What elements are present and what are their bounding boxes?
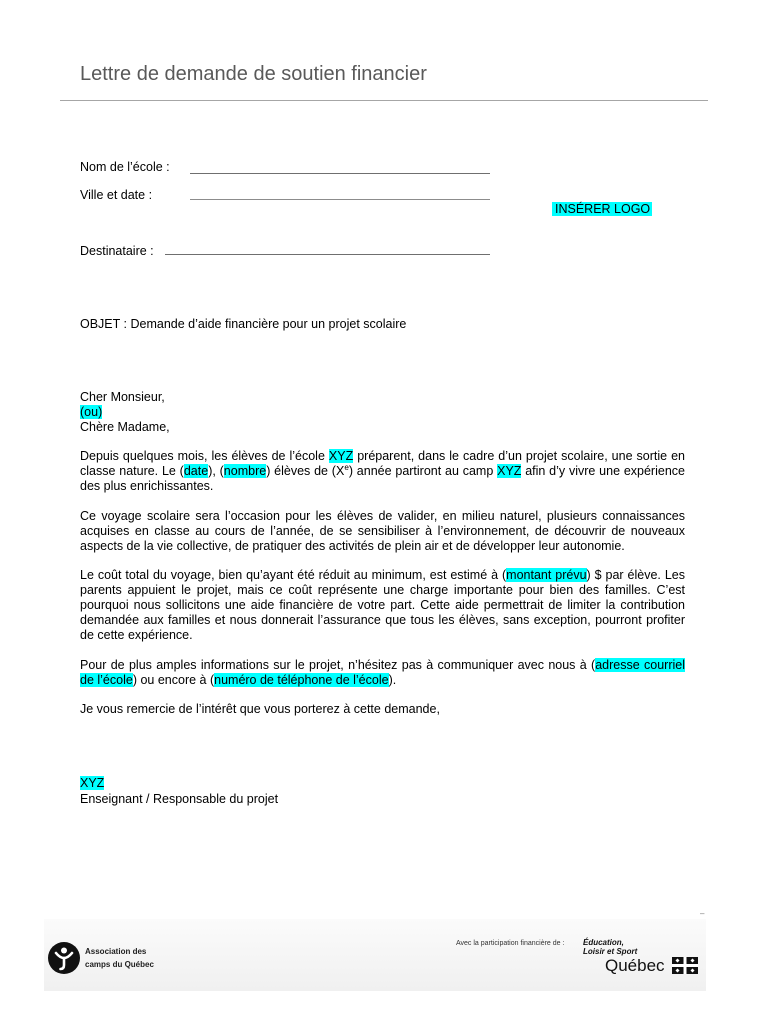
paragraph-text: parents appuient le projet, mais ce coût représente une charge importante pour bien des familles. C’est: [80, 583, 685, 597]
organization-name-line2: camps du Québec: [85, 960, 154, 969]
text-line-content: [80, 509, 685, 523]
text-line-content: [80, 628, 193, 642]
text-line: [80, 613, 685, 628]
footer-corner-mark: –: [700, 909, 705, 918]
paragraph-text: acquises en classe au cours de l’année, de se sensibiliser à l’environnement, de découvrir de nouveaux: [80, 524, 685, 538]
text-line-content: [80, 479, 213, 493]
paragraph-contact-info: [80, 658, 685, 688]
text-line-content: [80, 598, 685, 612]
text-line: [80, 464, 685, 479]
school-name-label: Nom de l’école :: [80, 160, 170, 174]
paragraph-text: préparent, dans le cadre d’un projet scolaire, une sortie en: [353, 449, 685, 463]
text-line: [80, 509, 685, 524]
text-line-content: [80, 464, 685, 478]
organization-name-line1: Association des: [85, 947, 147, 956]
salutation-alternative: [80, 405, 102, 420]
paragraph-text: de cette expérience.: [80, 628, 193, 642]
paragraph-text: pourquoi nous sollicitons une aide financière de votre part. Cette aide permettrait de limiter la contribution: [80, 598, 685, 612]
closing-line: Je vous remercie de l’intérêt que vous porterez à cette demande,: [80, 702, 440, 716]
text-line: [80, 449, 685, 464]
participation-text: Avec la participation financière de :: [456, 940, 565, 947]
camps-logo-icon: [48, 942, 80, 974]
city-date-blank-line: [190, 199, 490, 200]
text-line-content: [80, 449, 685, 463]
signature-role: Enseignant / Responsable du projet: [80, 792, 279, 806]
text-line-content: [80, 658, 685, 672]
paragraph-text: ), (: [208, 464, 224, 478]
paragraph-text: Ce voyage scolaire sera l’occasion pour les élèves de valider, en milieu naturel, plusieurs connaissances: [80, 509, 685, 523]
paragraph-text: ) année partiront au camp: [348, 464, 498, 478]
salutation-madame: Chère Madame,: [80, 420, 170, 434]
paragraph-trip-purpose: [80, 509, 685, 554]
placeholder-highlight: XYZ: [497, 464, 522, 478]
paragraph-text: ) ou encore à (: [132, 673, 215, 687]
recipient-blank-line: [165, 254, 490, 255]
quebec-wordmark: Québec: [605, 956, 665, 975]
paragraph-text: aspects de la vie collective, de pratiquer des activités de plein air et de développer leur autonomie.: [80, 539, 625, 553]
text-line: [80, 539, 685, 554]
placeholder-highlight: XYZ: [328, 449, 354, 463]
logo-placeholder-text: INSÉRER LOGO: [552, 202, 652, 216]
signature-name: [80, 776, 104, 791]
paragraph-text: Depuis quelques mois, les élèves de l’école: [80, 449, 329, 463]
paragraph-cost-request: [80, 568, 685, 643]
text-line-content: [80, 524, 685, 538]
placeholder-highlight: montant prévu: [506, 568, 587, 582]
text-line: [80, 628, 685, 643]
text-line: [80, 479, 685, 494]
text-line-content: [80, 613, 685, 627]
text-line-content: [80, 583, 685, 597]
placeholder-highlight: nombre: [223, 464, 267, 478]
paragraph-text: Pour de plus amples informations sur le projet, n’hésitez pas à communiquer avec nous à (: [80, 658, 596, 672]
paragraph-text: des plus enrichissantes.: [80, 479, 214, 493]
salutation-or-highlight: (ou): [80, 405, 103, 419]
text-line: [80, 568, 685, 583]
paragraph-text: ).: [388, 673, 397, 687]
text-line: [80, 658, 685, 673]
paragraph-text: ) élèves de (X: [266, 464, 345, 478]
superscript-text: e: [344, 462, 349, 472]
text-line-content: [80, 568, 685, 582]
text-line: [80, 673, 685, 688]
paragraph-text: afin d’y vivre une expérience: [521, 464, 685, 478]
text-line: [80, 583, 685, 598]
ministry-name-line1: Éducation,: [583, 938, 624, 947]
placeholder-highlight: date: [183, 464, 209, 478]
text-line: [80, 598, 685, 613]
paragraph-project-intro: [80, 449, 685, 494]
paragraph-text: demandée aux familles et nous donnerait l’assurance que tous les élèves, sans exception, pourront profiter: [80, 613, 685, 627]
text-line-content: [80, 673, 396, 687]
paragraph-text: Le coût total du voyage, bien qu’ayant été réduit au minimum, est estimé à (: [80, 568, 507, 582]
paragraph-text: ) $ par élève. Les: [586, 568, 685, 582]
signature-name-highlight: XYZ: [80, 776, 105, 790]
placeholder-highlight: adresse courriel: [595, 658, 685, 672]
quebec-flag-icon: [672, 957, 698, 974]
logo-placeholder: [552, 202, 652, 217]
subject-line: OBJET : Demande d’aide financière pour un projet scolaire: [80, 317, 407, 331]
text-line-content: [80, 539, 625, 553]
text-line: [80, 524, 685, 539]
placeholder-highlight: numéro de téléphone de l’école: [214, 673, 389, 687]
ministry-name-line2: Loisir et Sport: [583, 947, 638, 956]
city-date-label: Ville et date :: [80, 188, 153, 202]
document-title: Lettre de demande de soutien financier: [80, 63, 427, 85]
salutation-monsieur: Cher Monsieur,: [80, 390, 165, 404]
paragraph-text: classe nature. Le (: [80, 464, 184, 478]
title-divider: [60, 100, 708, 101]
placeholder-highlight: de l’école: [80, 673, 133, 687]
school-name-blank-line: [190, 173, 490, 174]
recipient-label: Destinataire :: [80, 244, 154, 258]
